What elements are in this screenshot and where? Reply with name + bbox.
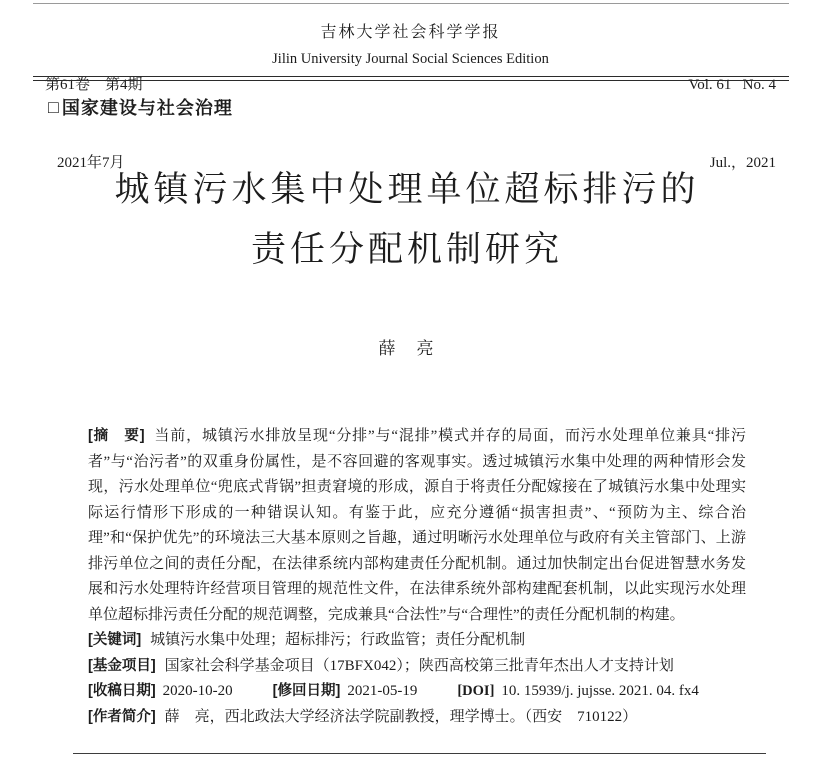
bio-text: 薛 亮，西北政法大学经济法学院副教授，理学博士。（西安 710122） [164,708,638,725]
date-en: Jul.，2021 [709,155,776,171]
top-rule [33,3,789,4]
footnote-rule [73,753,766,754]
abstract-label: [摘 要] [88,428,145,444]
volume-issue-cn: 第61卷 第4期 [45,77,143,93]
article-title-line1: 城镇污水集中处理单位超标排污的 [114,170,700,209]
doi-value: 10. 15939/j. jujsse. 2021. 04. fx4 [501,683,699,699]
received-value: 2020-10-20 [162,683,233,699]
abstract-paragraph [88,424,746,628]
volume-issue-en: Vol. 61 No. 4 [688,77,776,93]
revised-value: 2021-05-19 [347,683,418,699]
keywords-label: [关键词] [88,632,142,648]
author-bio-line [88,705,746,731]
fund-label: [基金项目] [88,657,156,674]
revised-label: [修回日期] [272,683,341,699]
article-title [0,160,814,280]
date-cn: 2021年7月 [57,155,125,171]
keywords-text: 城镇污水集中处理；超标排污；行政监管；责任分配机制 [150,632,526,648]
section-label [48,94,233,120]
section-square-icon: □ [48,96,60,117]
dates-line [88,679,746,705]
doi-label: [DOI] [457,683,495,699]
section-label-text: 国家建设与社会治理 [61,98,233,118]
article-title-line2: 责任分配机制研究 [250,230,563,269]
keywords-line [88,628,746,654]
fund-text: 国家社会科学基金项目（17BFX042）；陕西高校第三批青年杰出人才支持计划 [164,657,674,674]
doi [457,679,699,705]
received-label: [收稿日期] [88,683,156,699]
journal-name-en: Jilin University Journal Social Sciences Edition [272,51,549,67]
article-meta-block [88,424,746,730]
abstract-text: 当前，城镇污水排放呈现“分排”与“混排”模式并存的局面，而污水处理单位兼具“排污者”与“治污者”的双重身份属性，是不容回避的客观事实。透过城镇污水集中处理的两种情形会发现，污水处理单位“兜底式背锅”担责窘境的形成，源自于将责任分配嫁接在了城镇污水集中处理实际运行情形下形成的一种错误认知。有鉴于此，应充分遵循“损害担责”、“预防为主、综合治理”和“保护优先”的环境法三大基本原则之旨趣，通过明晰污水处理单位与政府有关主管部门、上游排污单位之间的责任分配，在法律系统内部构建责任分配机制。通过加快制定出台促进智慧水务发展和污水处理特许经营项目管理的规范性文件，在法律系统外部构建配套机制，以此实现污水处理单位超标排污责任分配的规范调整，完成兼具“合法性”与“合理性”的责任分配机制的构建。 [88,428,746,623]
received-date [88,679,233,705]
revised-date [273,679,418,705]
header-journal-name [272,20,549,72]
journal-name-cn: 吉林大学社会科学学报 [320,24,501,41]
bio-label: [作者简介] [88,708,156,725]
author-name: 薛 亮 [378,339,436,358]
header-double-rule [33,76,789,81]
fund-line [88,654,746,680]
